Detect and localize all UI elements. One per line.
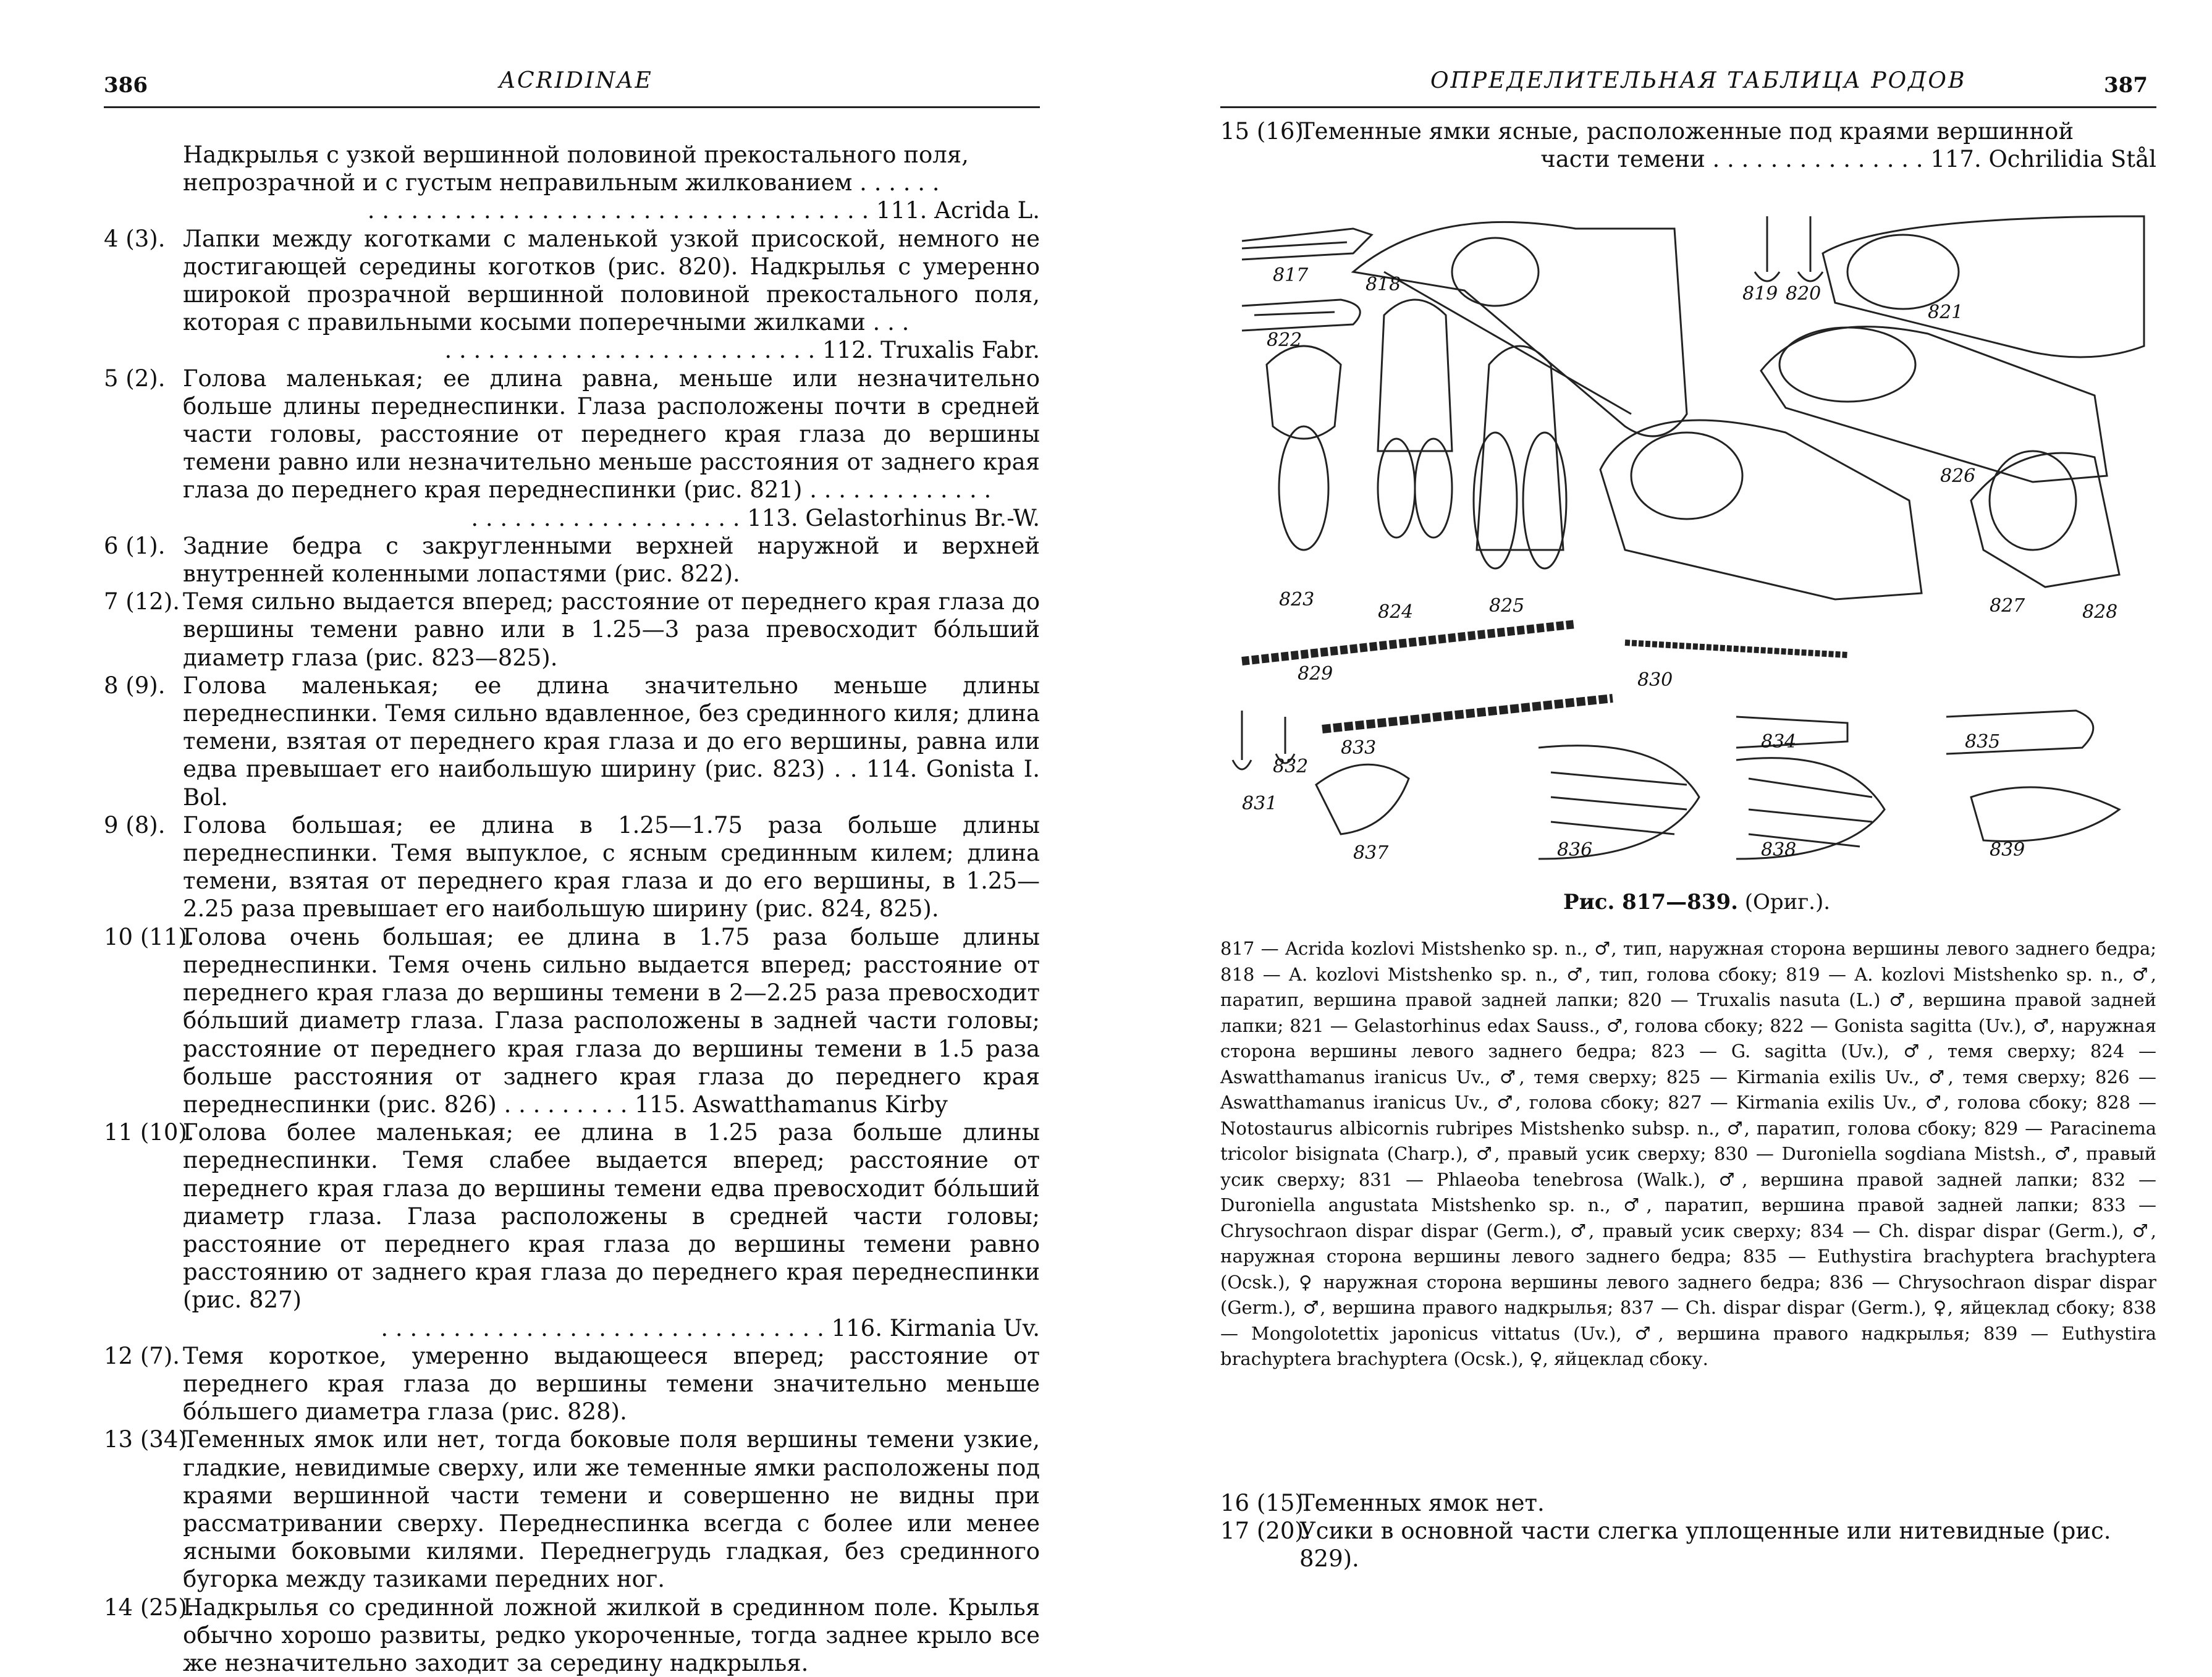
- figure-label-827: 827: [1990, 595, 2025, 617]
- entry-text: Голова более маленькая; ее длина в 1.25 раза больше длины переднеспинки. Темя слабее выдается вперед; расстояние от переднего края глаза до вершины темени едва превосходит бóльший диаметр глаза. Глаза расположены в средней части головы; расстояние от переднего края глаза до вершины темени равно расстоянию от заднего края глаза до переднего края переднеспинки (рис. 827): [183, 1119, 1040, 1314]
- entry-number: 5 (2).: [104, 365, 166, 392]
- entry-number: 14 (25).: [104, 1594, 195, 1621]
- key-entry: [104, 588, 1040, 672]
- entry-text: Усики в основной части слегка уплощенные или нитевидные (рис. 829).: [1299, 1518, 2111, 1572]
- entry-line: Теменные ямки ясные, расположенные под краями вершинной: [1299, 118, 2074, 145]
- figure-label-833: 833: [1341, 737, 1377, 759]
- figure-821-drawing: [1823, 216, 2144, 357]
- figure-label-819: 819: [1742, 283, 1778, 305]
- key-entry: [104, 923, 1040, 1118]
- key-entries-left: [104, 225, 1040, 1677]
- entry-number: 4 (3).: [104, 225, 166, 252]
- intro-result: . . . . . . . . . . . . . . . . . . . . . . . . . . . . . . . . . . . 111. Acrida L.: [367, 197, 1040, 224]
- key-entry: [104, 365, 1040, 532]
- figure-label-818: 818: [1366, 274, 1401, 295]
- figure-829-drawing: [1242, 624, 1576, 661]
- entry-15: [1220, 117, 2156, 173]
- running-head-left: ACRIDINAE: [499, 68, 653, 93]
- key-entry: [1220, 1489, 2156, 1517]
- key-entry: [104, 1426, 1040, 1593]
- entry-number: 17 (20).: [1220, 1518, 1311, 1544]
- intro-entry: [104, 141, 1040, 225]
- figure-label-829: 829: [1298, 663, 1333, 685]
- figure-822-drawing: [1242, 300, 1360, 331]
- figure-818-drawing: [1353, 222, 1687, 436]
- entry-text: Голова большая; ее длина в 1.25—1.75 раза больше длины переднеспинки. Темя выпуклое, с ясным срединным килем; длина темени, взятая от переднего края глаза и до его вершины, в 1.25—2.25 раза превышает его наибольшую ширину (рис. 824, 825).: [183, 811, 1040, 923]
- figure-label-835: 835: [1965, 731, 2001, 753]
- entry-text: Надкрылья со срединной ложной жилкой в срединном поле. Крылья обычно хорошо развиты, редко укороченные, тогда заднее крыло все же незначительно заходит за середину надкрылья.: [183, 1594, 1040, 1676]
- figure-817-drawing: [1242, 229, 1372, 260]
- figure-label-820: 820: [1786, 283, 1822, 305]
- figure-label-825: 825: [1489, 595, 1525, 617]
- header-rule-left: [104, 106, 1040, 108]
- figure-838-drawing: [1736, 758, 1885, 859]
- key-entry: [104, 225, 1040, 365]
- figure-label-824: 824: [1378, 601, 1414, 623]
- figure-833-drawing: [1322, 698, 1613, 729]
- figure-label-836: 836: [1557, 839, 1593, 861]
- entry-number: 11 (10).: [104, 1119, 195, 1146]
- entry-result: . . . . . . . . . . . . . . . . . . . 113. Gelastorhinus Br.-W.: [471, 504, 1040, 531]
- figure-828-drawing: [1971, 451, 2119, 587]
- figure-label-817: 817: [1273, 264, 1309, 286]
- figure-827-drawing: [1600, 420, 1922, 599]
- figure-824-drawing: [1378, 300, 1452, 538]
- figure-label-838: 838: [1761, 839, 1797, 861]
- figure-legend: 817 — Acrida kozlovi Mistshenko sp. n., ♂, тип, наружная сторона вершины левого заднего бедра; 818 — A. kozlovi Mistshenko sp. n., ♂, тип, голова сбоку; 819 — A. kozlovi Mistshenko sp. n., ♂, паратип, вершина правой задней лапки; 820 — Truxalis nasuta (L.) ♂, вершина правой задней лапки; 821 — Gelastorhinus edax Sauss., ♂, голова сбоку; 822 — Gonista sagitta (Uv.), ♂, наружная сторона вершины левого заднего бедра; 823 — G. sagitta (Uv.), ♂, темя сверху; 824 — Aswatthamanus iranicus Uv., ♂, темя сверху; 825 — Kirmania exilis Uv., ♂, темя сверху; 826 — Aswatthamanus iranicus Uv., ♂, голова сбоку; 827 — Kirmania exilis Uv., ♂, голова сбоку; 828 — Notostaurus albicornis rubripes Mistshenko subsp. n., ♂, паратип, голова сбоку; 829 — Paracinema tricolor bisignata (Charp.), ♂, правый усик сверху; 830 — Duroniella sogdiana Mistsh., ♂, правый усик сверху; 831 — Phlaeoba tenebrosa (Walk.), ♂, вершина правой задней лапки; 832 — Duroniella angustata Mistshenko sp. n., ♂, паратип, вершина правой задней лапки; 833 — Chrysochraon dispar dispar (Germ.), ♂, правый усик сверху; 834 — Ch. dispar dispar (Germ.), ♂, наружная сторона вершины левого заднего бедра; 835 — Euthystira brachyptera brachyptera (Ocsk.), ♀ наружная сторона вершины левого заднего бедра; 836 — Chrysochraon dispar dispar (Germ.), ♂, вершина правого надкрылья; 837 — Ch. dispar dispar (Germ.), ♀, яйцеклад сбоку; 838 — Mongolotettix japonicus vittatus (Uv.), ♂, вершина правого надкрылья; 839 — Euthystira brachyptera brachyptera (Ocsk.), ♀, яйцеклад сбоку.: [1220, 938, 2156, 1369]
- key-entry: [104, 1342, 1040, 1426]
- figure-label-826: 826: [1940, 465, 1976, 487]
- figure-label-832: 832: [1273, 756, 1309, 777]
- entry-text: Теменных ямок или нет, тогда боковые поля вершины темени узкие, гладкие, невидимые сверху, или же теменные ямки расположены под краями вершинной части темени и совершенно не видны при рассматривании сверху. Переднеспинка всегда с более или менее ясными боковыми килями. Переднегрудь гладкая, без срединного бугорка между тазиками передних ног.: [183, 1426, 1040, 1593]
- figure-823-drawing: [1267, 346, 1341, 550]
- key-entry: [1220, 1517, 2156, 1573]
- caption-figure-range: Рис. 817—839.: [1563, 890, 1738, 915]
- figure-label-828: 828: [2082, 601, 2118, 623]
- entry-result: . . . . . . . . . . . . . . . . . . . . . . . . . . 112. Truxalis Fabr.: [444, 337, 1040, 364]
- key-entry: [104, 532, 1040, 588]
- key-entry: [104, 672, 1040, 811]
- figure-label-831: 831: [1242, 793, 1278, 814]
- figure-label-839: 839: [1990, 839, 2025, 861]
- figure-label-830: 830: [1637, 669, 1673, 691]
- entry-number: 15 (16).: [1220, 118, 1311, 145]
- entry-number: 6 (1).: [104, 532, 166, 559]
- entry-number: 9 (8).: [104, 811, 166, 838]
- intro-line: Надкрылья с узкой вершинной половиной прекостального поля,: [183, 142, 969, 168]
- figure-830-drawing: [1625, 643, 1847, 655]
- running-head-right: ОПРЕДЕЛИТЕЛЬНАЯ ТАБЛИЦА РОДОВ: [1430, 68, 1967, 93]
- entry-number: 10 (11).: [104, 923, 195, 950]
- figure-label-837: 837: [1353, 842, 1389, 864]
- key-entry: [104, 1118, 1040, 1342]
- entry-text: Голова маленькая; ее длина значительно меньше длины переднеспинки. Темя сильно вдавленное, без срединного киля; длина темени, взятая от переднего края глаза и до его вершины, равна или едва превышает его наибольшую ширину (рис. 823) . . 114. Gonista I. Bol.: [183, 672, 1040, 811]
- key-entry: [104, 1594, 1040, 1677]
- figure-label-823: 823: [1279, 589, 1315, 610]
- page-number-right: 387: [2104, 73, 2148, 98]
- key-entry: [104, 811, 1040, 923]
- figure-825-drawing: [1474, 346, 1566, 568]
- entry-number: 13 (34).: [104, 1426, 195, 1453]
- figure-label-821: 821: [1928, 302, 1964, 323]
- entry-text: Голова очень большая; ее длина в 1.75 раза больше длины переднеспинки. Темя очень сильно выдается вперед; расстояние от переднего края глаза до вершины темени в 2—2.25 раза превосходит бóльший диаметр глаза. Глаза расположены в задней части головы; расстояние от переднего края глаза до вершины темени в 1.5 раза больше расстояния от заднего края глаза до переднего края переднеспинки (рис. 826) . . . . . . . . . 115. Aswatthamanus Kirby: [183, 923, 1040, 1118]
- entry-number: 16 (15).: [1220, 1490, 1311, 1516]
- entry-text: Темя сильно выдается вперед; расстояние от переднего края глаза до вершины темени равно или в 1.25—3 раза превосходит бóльший диаметр глаза (рис. 823—825).: [183, 588, 1040, 671]
- figure-label-834: 834: [1761, 731, 1797, 753]
- entry-text: Задние бедра с закругленными верхней наружной и верхней внутренней коленными лопастями (рис. 822).: [183, 532, 1040, 588]
- entry-number: 7 (12).: [104, 588, 180, 615]
- figure-label-822: 822: [1267, 329, 1302, 351]
- figure-plate: [1230, 192, 2169, 871]
- figure-caption: [1563, 890, 1830, 915]
- figure-837-drawing: [1316, 764, 1409, 834]
- header-rule-right: [1220, 106, 2156, 108]
- key-entries-right: [1220, 1489, 2156, 1573]
- entry-text: Темя короткое, умеренно выдающееся вперед; расстояние от переднего края глаза до вершины темени значительно меньше бóльшего диаметра глаза (рис. 828).: [183, 1342, 1040, 1426]
- figure-819-820-drawing: [1755, 216, 1823, 281]
- entry-number: 8 (9).: [104, 672, 166, 699]
- figure-839-drawing: [1971, 787, 2119, 841]
- entry-text: Теменных ямок нет.: [1299, 1490, 1545, 1516]
- intro-line: непрозрачной и с густым неправильным жилкованием . . . . . .: [183, 169, 940, 196]
- page-number-left: 386: [104, 73, 148, 98]
- entry-result: . . . . . . . . . . . . . . . . . . . . . . . . . . . . . . . 116. Kirmania Uv.: [381, 1314, 1040, 1341]
- caption-source: (Ориг.).: [1737, 890, 1831, 915]
- entry-text: Голова маленькая; ее длина равна, меньше или незначительно больше длины переднеспинки. Глаза расположены почти в средней части головы, расстояние от переднего края глаза до вершины темени равно или незначительно меньше расстояния от заднего края глаза до переднего края переднеспинки (рис. 821) . . . . . . . . . . . . .: [183, 365, 1040, 504]
- entry-result: части темени . . . . . . . . . . . . . . . 117. Ochrilidia Stål: [1540, 146, 2156, 173]
- entry-text: Лапки между коготками с маленькой узкой присоской, немного не достигающей середины коготков (рис. 820). Надкрылья с умеренно широкой прозрачной вершинной половиной прекостального поля, которая с правильными косыми поперечными жилками . . .: [183, 225, 1040, 336]
- entry-number: 12 (7).: [104, 1342, 180, 1369]
- key-column-left: [104, 141, 1040, 1677]
- left-page: [0, 0, 1106, 1676]
